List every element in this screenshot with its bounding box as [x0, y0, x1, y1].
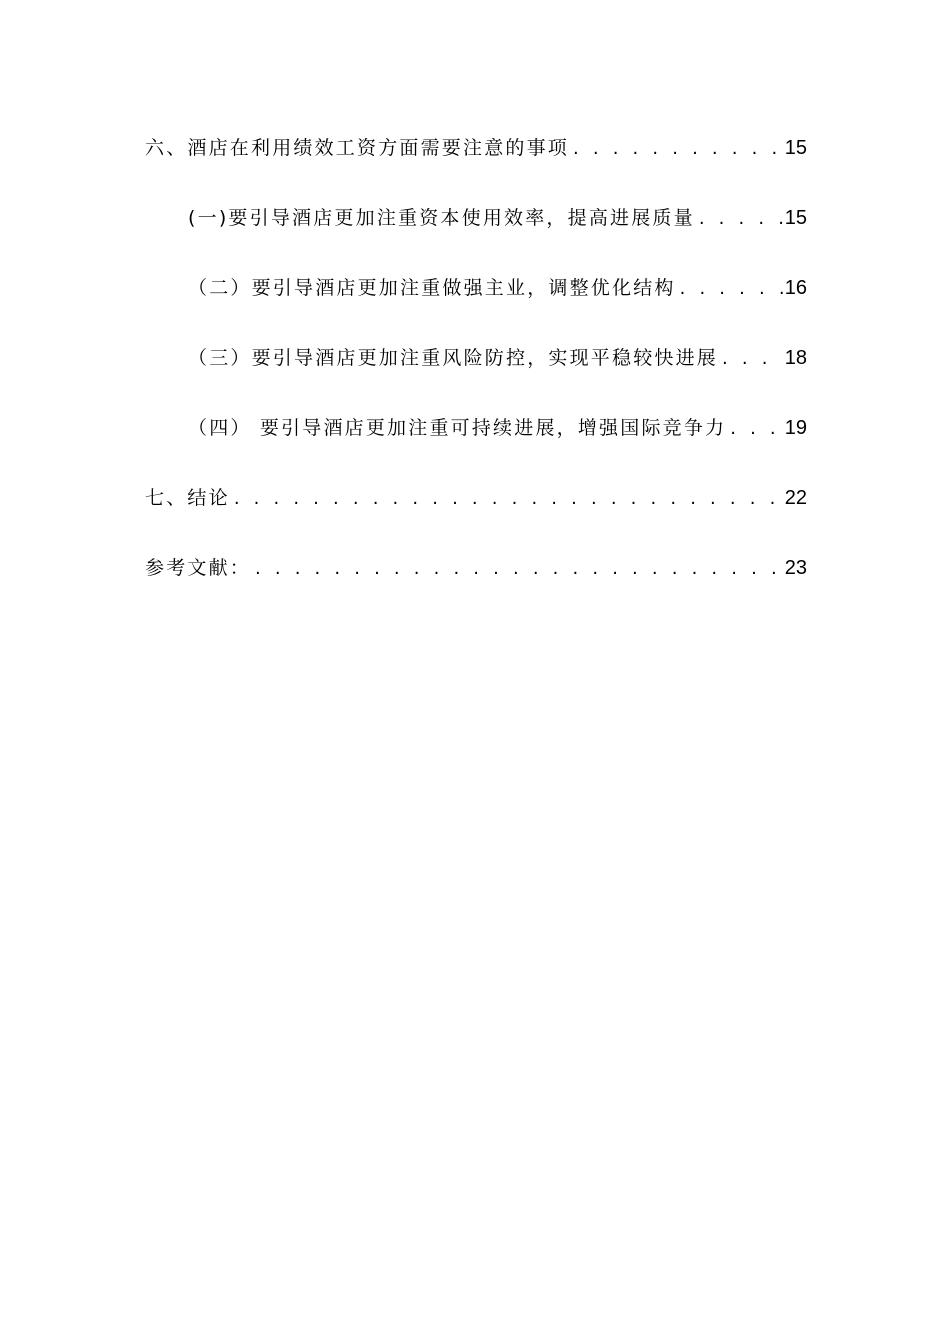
- toc-leader-dots: [699, 208, 783, 229]
- toc-entry-title: （三）要引导酒店更加注重风险防控，实现平稳较快进展: [188, 347, 719, 369]
- toc-entry-title: （二）要引导酒店更加注重做强主业，调整优化结构: [188, 277, 676, 299]
- toc-leader-dots: [573, 138, 783, 159]
- toc-leader-dots: [730, 418, 783, 439]
- toc-entry-section-7[interactable]: [145, 483, 807, 553]
- toc-entry-references[interactable]: [145, 553, 807, 623]
- toc-entry-page-number: 22: [784, 487, 807, 509]
- toc-entry-section-6[interactable]: [145, 133, 807, 203]
- toc-entry-title: 六、酒店在利用绩效工资方面需要注意的事项: [145, 137, 570, 159]
- toc-leader-dots: [680, 278, 783, 299]
- toc-entry-page-number: 19: [784, 417, 807, 439]
- toc-entry-title: （四） 要引导酒店更加注重可持续进展，增强国际竞争力: [188, 417, 727, 439]
- toc-entry-section-6-1[interactable]: [145, 203, 807, 273]
- toc-entry-page-number: 18: [784, 347, 807, 369]
- toc-entry-section-6-3[interactable]: [145, 343, 807, 413]
- toc-entry-page-number: 16: [784, 277, 807, 299]
- toc-entry-section-6-4[interactable]: [145, 413, 807, 483]
- toc-entry-section-6-2[interactable]: [145, 273, 807, 343]
- table-of-contents: [145, 133, 807, 623]
- toc-entry-page-number: 15: [784, 207, 807, 229]
- toc-entry-page-number: 15: [784, 137, 807, 159]
- toc-leader-dots: [234, 488, 783, 509]
- toc-entry-title: 参考文献：: [145, 557, 252, 579]
- toc-entry-title: 七、结论: [145, 487, 230, 509]
- toc-leader-dots: [722, 348, 783, 369]
- toc-entry-page-number: 23: [784, 557, 807, 579]
- toc-entry-title: (一)要引导酒店更加注重资本使用效率，提高进展质量: [188, 207, 695, 229]
- toc-leader-dots: [255, 558, 783, 579]
